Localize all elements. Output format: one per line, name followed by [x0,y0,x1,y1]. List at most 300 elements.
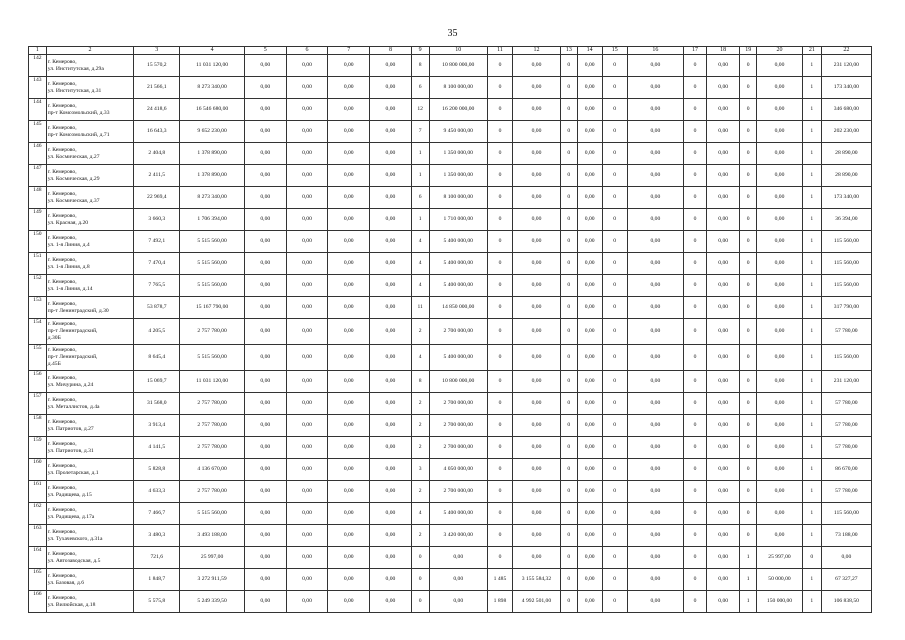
table-cell: 1 [411,209,429,231]
table-cell: 0,00 [244,371,286,393]
table-cell: 0,00 [328,525,370,547]
table-cell: 5 515 560,00 [180,231,245,253]
table-cell: 0,00 [757,437,803,459]
table-cell: 0 [560,143,577,165]
table-row [29,525,872,547]
table-cell: 2 757 780,00 [180,319,245,345]
table-cell: 0,00 [328,99,370,121]
table-cell: 115 560,00 [821,231,871,253]
table-cell: 0 [560,503,577,525]
table-cell: 0,00 [370,275,412,297]
table-cell: 2 [411,481,429,503]
table-cell: 0 [684,525,707,547]
table-cell: 5 249 339,50 [180,591,245,613]
table-cell: 3 420 000,00 [429,525,487,547]
table-cell: 8 273 340,00 [180,187,245,209]
column-number: 12 [512,47,560,55]
table-cell: 173 340,00 [821,187,871,209]
table-cell: 0,00 [244,415,286,437]
table-cell: 0 [602,319,627,345]
table-cell: 1 [411,165,429,187]
table-cell: 0,00 [577,209,602,231]
table-row [29,77,872,99]
table-cell: 0 [560,371,577,393]
table-cell: 0 [487,345,512,371]
row-number: 148 [29,187,47,209]
table-cell: 1 [802,143,821,165]
table-cell: 0 [684,253,707,275]
table-cell: 53 878,7 [134,297,180,319]
table-cell: 0 [684,393,707,415]
table-cell: 0 [487,253,512,275]
table-cell: 0,00 [706,415,739,437]
table-cell: 2 757 780,00 [180,415,245,437]
table-cell: 0 [684,345,707,371]
table-cell: 28 890,00 [821,165,871,187]
table-cell: 0,00 [757,459,803,481]
table-cell: 5 515 560,00 [180,503,245,525]
table-cell: 0,00 [328,481,370,503]
table-cell: 0,00 [370,437,412,459]
table-cell: 0 [560,231,577,253]
table-cell: 0,00 [706,393,739,415]
address-cell: г. Кемерово, ул. Радищева, д.17а [46,503,134,525]
table-cell: 0,00 [286,547,328,569]
table-cell: 0,00 [429,569,487,591]
table-cell: 0,00 [757,525,803,547]
table-cell: 0 [740,143,757,165]
table-cell: 1 [802,459,821,481]
table-cell: 0,00 [370,77,412,99]
table-cell: 1 350 000,00 [429,143,487,165]
table-cell: 0 [487,459,512,481]
table-cell: 0,00 [577,525,602,547]
column-number: 10 [429,47,487,55]
table-cell: 0 [411,547,429,569]
table-cell: 0,00 [328,345,370,371]
table-cell: 0,00 [627,253,683,275]
table-cell: 7 470,4 [134,253,180,275]
column-number: 21 [802,47,821,55]
table-cell: 1 [802,591,821,613]
table-cell: 0 [684,187,707,209]
table-cell: 0,00 [706,547,739,569]
table-cell: 0,00 [328,437,370,459]
table-cell: 0,00 [370,297,412,319]
table-cell: 0,00 [577,569,602,591]
address-cell: г. Кемерово, ул. Тухачевского, д.31а [46,525,134,547]
table-cell: 0 [740,253,757,275]
table-cell: 5 400 000,00 [429,275,487,297]
table-cell: 0 [560,591,577,613]
address-cell: г. Кемерово, ул. 1-я Линия, д.14 [46,275,134,297]
table-cell: 0,00 [286,165,328,187]
table-cell: 346 680,00 [821,99,871,121]
table-cell: 2 404,8 [134,143,180,165]
table-cell: 1 [802,371,821,393]
table-cell: 0 [684,121,707,143]
table-cell: 8 100 000,00 [429,77,487,99]
address-cell: г. Кемерово, ул. Пролетарская, д.1 [46,459,134,481]
table-cell: 0,00 [577,275,602,297]
table-cell: 0,00 [244,437,286,459]
table-cell: 0,00 [370,415,412,437]
table-cell: 12 [411,99,429,121]
table-cell: 1 [802,209,821,231]
table-cell: 0 [740,231,757,253]
table-cell: 0,00 [627,187,683,209]
table-cell: 0 [684,143,707,165]
table-cell: 0 [411,591,429,613]
table-cell: 0 [602,371,627,393]
table-cell: 0,00 [627,569,683,591]
table-cell: 0,00 [370,187,412,209]
table-cell: 0 [684,437,707,459]
table-cell: 57 780,00 [821,415,871,437]
table-cell: 150 000,00 [757,591,803,613]
table-cell: 0,00 [512,231,560,253]
table-cell: 0,00 [286,187,328,209]
table-cell: 0,00 [370,371,412,393]
row-number: 162 [29,503,47,525]
table-cell: 0,00 [244,55,286,77]
table-cell: 0,00 [286,591,328,613]
table-cell: 0,00 [627,459,683,481]
table-cell: 0,00 [370,569,412,591]
table-cell: 0 [602,99,627,121]
table-cell: 9 652 230,00 [180,121,245,143]
table-row [29,371,872,393]
table-cell: 1 [802,525,821,547]
table-cell: 2 [411,437,429,459]
table-cell: 0 [560,345,577,371]
table-cell: 16 643,3 [134,121,180,143]
table-cell: 16 200 000,00 [429,99,487,121]
table-cell: 0 [602,165,627,187]
table-cell: 0,00 [627,231,683,253]
table-row [29,459,872,481]
table-cell: 0 [740,187,757,209]
table-cell: 0 [487,99,512,121]
table-cell: 57 780,00 [821,481,871,503]
table-cell: 0,00 [328,231,370,253]
table-cell: 1 350 000,00 [429,165,487,187]
table-cell: 0,00 [244,143,286,165]
address-cell: г. Кемерово, ул. Космическая, д.27 [46,143,134,165]
table-cell: 0,00 [512,209,560,231]
table-cell: 11 [411,297,429,319]
table-cell: 173 340,00 [821,77,871,99]
table-cell: 1 485 [487,569,512,591]
table-cell: 0,00 [757,415,803,437]
table-cell: 0 [684,459,707,481]
table-cell: 0,00 [244,121,286,143]
table-cell: 57 780,00 [821,393,871,415]
table-cell: 1 [802,121,821,143]
table-cell: 0,00 [286,99,328,121]
table-cell: 0,00 [706,569,739,591]
table-cell: 28 890,00 [821,143,871,165]
table-cell: 0 [411,569,429,591]
column-number: 13 [560,47,577,55]
table-cell: 0,00 [370,99,412,121]
table-cell: 0 [684,55,707,77]
address-cell: г. Кемерово, ул. Красная, д.20 [46,209,134,231]
table-cell: 0 [487,55,512,77]
table-cell: 0 [487,209,512,231]
table-cell: 8 645,4 [134,345,180,371]
table-cell: 2 [411,319,429,345]
table-cell: 0 [684,297,707,319]
table-cell: 10 800 000,00 [429,55,487,77]
table-cell: 0,00 [328,503,370,525]
table-cell: 0 [487,415,512,437]
table-cell: 0,00 [627,503,683,525]
table-cell: 0 [740,99,757,121]
table-cell: 0,00 [244,591,286,613]
table-cell: 106 838,50 [821,591,871,613]
table-cell: 0 [487,319,512,345]
table-cell: 14 850 000,00 [429,297,487,319]
table-cell: 0,00 [627,393,683,415]
row-number: 163 [29,525,47,547]
table-cell: 2 757 780,00 [180,437,245,459]
table-cell: 1 898 [487,591,512,613]
table-cell: 1 [802,393,821,415]
address-cell: г. Кемерово, ул. Патриотов, д.27 [46,415,134,437]
table-cell: 0 [487,525,512,547]
table-cell: 0,00 [328,165,370,187]
table-cell: 25 997,00 [757,547,803,569]
table-cell: 1 848,7 [134,569,180,591]
table-cell: 0,00 [286,371,328,393]
table-cell: 0,00 [757,481,803,503]
table-cell: 0 [740,275,757,297]
table-cell: 1 [740,547,757,569]
table-cell: 0,00 [627,77,683,99]
column-number: 8 [370,47,412,55]
table-cell: 0,00 [706,231,739,253]
table-cell: 11 031 120,00 [180,55,245,77]
table-cell: 0,00 [370,231,412,253]
table-cell: 0 [560,187,577,209]
table-cell: 3 272 911,59 [180,569,245,591]
table-cell: 7 [411,121,429,143]
table-cell: 0,00 [512,525,560,547]
table-row [29,345,872,371]
table-cell: 0 [740,393,757,415]
table-cell: 0,00 [627,345,683,371]
table-cell: 1 [802,253,821,275]
table-cell: 0,00 [512,77,560,99]
table-cell: 6 [411,77,429,99]
table-cell: 0,00 [328,253,370,275]
table-cell: 0,00 [286,77,328,99]
table-cell: 5 828,8 [134,459,180,481]
table-cell: 4 136 670,00 [180,459,245,481]
table-cell: 0,00 [328,121,370,143]
table-cell: 0,00 [706,55,739,77]
table-cell: 0,00 [757,187,803,209]
table-cell: 2 411,5 [134,165,180,187]
table-cell: 4 [411,231,429,253]
table-cell: 0,00 [706,121,739,143]
table-row [29,415,872,437]
table-cell: 3 493 188,00 [180,525,245,547]
table-cell: 0,00 [757,345,803,371]
table-cell: 1 706 394,00 [180,209,245,231]
table-cell: 0 [602,345,627,371]
table-cell: 0 [740,459,757,481]
table-cell: 1 [802,345,821,371]
table-cell: 5 400 000,00 [429,253,487,275]
table-cell: 0 [487,503,512,525]
table-cell: 0 [560,415,577,437]
table-cell: 0,00 [577,253,602,275]
table-cell: 0 [602,143,627,165]
table-cell: 1 [802,77,821,99]
table-cell: 0 [684,165,707,187]
table-cell: 0,00 [706,77,739,99]
table-cell: 0 [602,275,627,297]
table-cell: 4 141,5 [134,437,180,459]
table-cell: 1 [802,165,821,187]
row-number: 161 [29,481,47,503]
table-cell: 0,00 [244,99,286,121]
table-cell: 0,00 [286,393,328,415]
table-cell: 0,00 [286,481,328,503]
column-number: 4 [180,47,245,55]
table-cell: 0,00 [512,55,560,77]
table-cell: 1 [802,55,821,77]
table-cell: 0 [602,231,627,253]
address-cell: г. Кемерово, ул. 1-я Линия, д.4 [46,231,134,253]
table-cell: 0,00 [328,371,370,393]
row-number: 146 [29,143,47,165]
table-row [29,143,872,165]
table-cell: 115 560,00 [821,253,871,275]
table-cell: 0 [740,371,757,393]
address-cell: г. Кемерово, ул. Радищева, д.15 [46,481,134,503]
table-cell: 0,00 [577,121,602,143]
table-cell: 0,00 [757,55,803,77]
table-cell: 0,00 [244,187,286,209]
address-cell: г. Кемерово, ул. Патриотов, д.31 [46,437,134,459]
table-cell: 0,00 [244,569,286,591]
table-cell: 0,00 [328,209,370,231]
table-cell: 4 992 501,00 [512,591,560,613]
table-cell: 0,00 [577,165,602,187]
table-cell: 0,00 [706,297,739,319]
table-cell: 0 [560,319,577,345]
table-cell: 0,00 [706,345,739,371]
table-cell: 0 [684,371,707,393]
table-row [29,187,872,209]
row-number: 158 [29,415,47,437]
table-cell: 0 [684,591,707,613]
column-number: 3 [134,47,180,55]
table-cell: 0 [560,437,577,459]
table-cell: 1 [802,481,821,503]
table-cell: 0,00 [370,547,412,569]
table-cell: 0,00 [244,165,286,187]
table-cell: 0 [740,415,757,437]
table-cell: 0,00 [512,187,560,209]
address-cell: г. Кемерово, ул. Металлистов, д.4а [46,393,134,415]
table-cell: 0 [560,547,577,569]
table-cell: 0,00 [577,415,602,437]
table-cell: 3 660,3 [134,209,180,231]
table-cell: 0 [487,481,512,503]
table-cell: 0,00 [577,459,602,481]
table-cell: 0,00 [244,319,286,345]
table-cell: 0 [602,209,627,231]
table-cell: 0,00 [244,275,286,297]
table-cell: 0,00 [577,345,602,371]
table-cell: 0,00 [512,297,560,319]
table-cell: 0,00 [627,275,683,297]
table-cell: 0,00 [512,393,560,415]
table-cell: 0,00 [286,345,328,371]
address-cell: г. Кемерово, ул. Базовая, д.6 [46,569,134,591]
table-cell: 0 [740,165,757,187]
table-cell: 0,00 [577,371,602,393]
table-cell: 0,00 [577,297,602,319]
table-cell: 0,00 [244,525,286,547]
column-number: 2 [46,47,134,55]
table-cell: 0,00 [244,547,286,569]
row-number: 156 [29,371,47,393]
table-cell: 0,00 [706,503,739,525]
table-cell: 2 757 780,00 [180,393,245,415]
table-cell: 1 [802,415,821,437]
table-cell: 0,00 [328,393,370,415]
table-row [29,55,872,77]
table-cell: 1 [411,143,429,165]
table-cell: 0 [802,547,821,569]
table-cell: 2 [411,415,429,437]
table-cell: 0,00 [706,143,739,165]
table-cell: 0 [487,297,512,319]
table-cell: 0,00 [512,121,560,143]
table-cell: 0,00 [706,187,739,209]
table-cell: 0,00 [577,393,602,415]
table-cell: 0 [684,209,707,231]
table-row [29,481,872,503]
column-number: 5 [244,47,286,55]
table-cell: 0,00 [706,99,739,121]
table-cell: 0 [487,165,512,187]
table-cell: 0,00 [370,481,412,503]
table-cell: 0,00 [328,569,370,591]
address-cell: г. Кемерово, пр-т Ленинградский, д.45Б [46,345,134,371]
column-number: 15 [602,47,627,55]
table-cell: 15 167 790,00 [180,297,245,319]
table-cell: 0,00 [577,77,602,99]
table-cell: 0 [560,297,577,319]
table-cell: 5 400 000,00 [429,345,487,371]
table-row [29,547,872,569]
table-cell: 5 515 560,00 [180,275,245,297]
table-cell: 0 [602,121,627,143]
table-cell: 0 [602,547,627,569]
table-cell: 0,00 [286,209,328,231]
table-cell: 0,00 [244,393,286,415]
table-cell: 0 [487,393,512,415]
table-cell: 0 [560,77,577,99]
column-number: 18 [706,47,739,55]
table-cell: 15 570,2 [134,55,180,77]
